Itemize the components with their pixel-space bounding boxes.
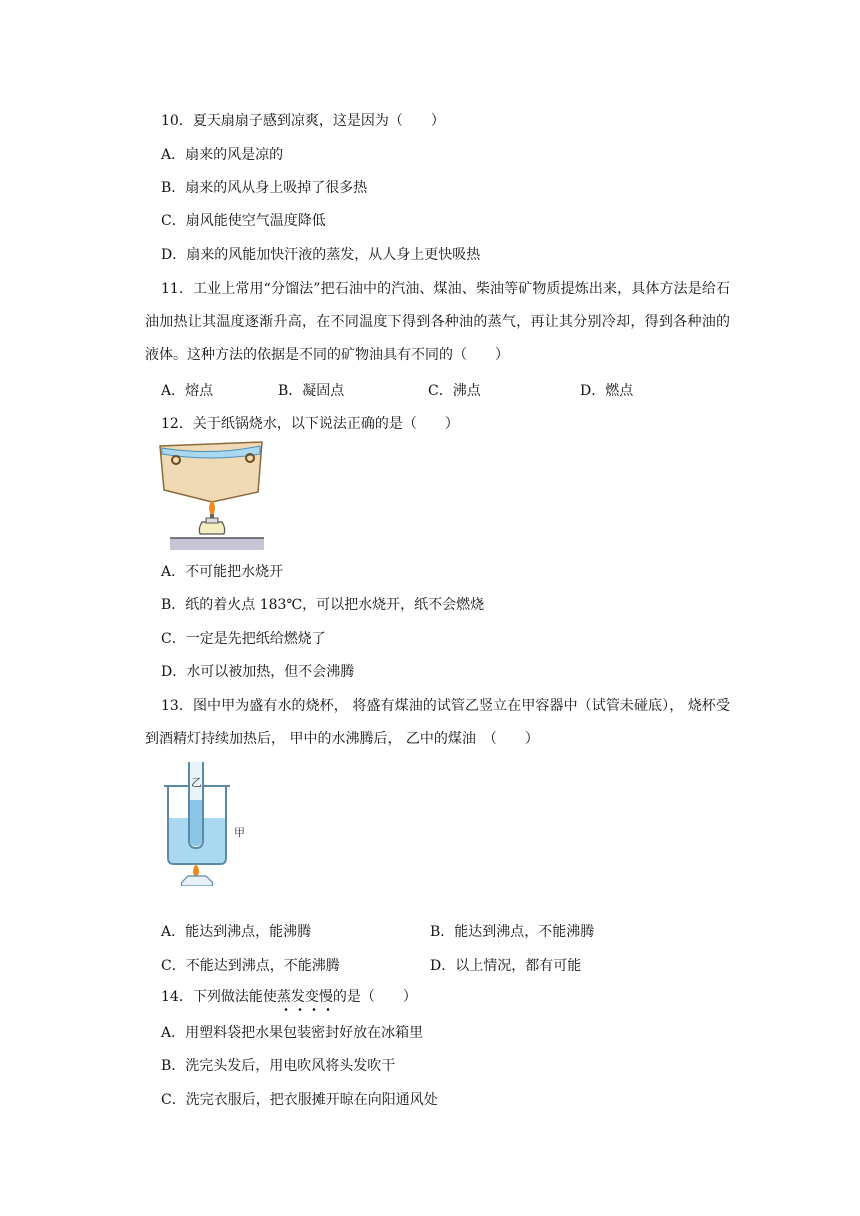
paper-pot-figure — [158, 440, 266, 552]
q10-option-c: C．扇风能使空气温度降低 — [161, 213, 326, 229]
q10-option-b: B．扇来的风从身上吸掉了很多热 — [161, 180, 368, 196]
q12-option-c: C．一定是先把纸给燃烧了 — [161, 631, 326, 647]
q13-option-b: B．能达到沸点，不能沸腾 — [430, 924, 595, 940]
q14-option-c: C．洗完衣服后，把衣服摊开晾在向阳通风处 — [161, 1092, 438, 1108]
q13-option-a: A．能达到沸点，能沸腾 — [161, 924, 312, 940]
q10-option-d: D．扇来的风能加快汗液的蒸发，从人身上更快吸热 — [161, 247, 481, 263]
q14-stem-post: 的是（ ） — [332, 989, 417, 1005]
q12-option-a: A．不可能把水烧开 — [161, 564, 284, 580]
question-14-stem — [161, 987, 417, 1007]
q12-option-b: B．纸的着火点 183℃，可以把水烧开，纸不会燃烧 — [161, 597, 485, 613]
alcohol-lamp — [199, 522, 224, 534]
question-10-stem: 10．夏天扇扇子感到凉爽，这是因为（ ） — [161, 113, 445, 129]
alcohol-lamp — [181, 876, 212, 886]
q11-option-b: B．凝固点 — [278, 383, 345, 399]
question-13-stem: 13．图中甲为盛有水的烧杯， 将盛有煤油的试管乙竖立在甲容器中（试管未碰底）， 烧杯受到酒精灯持续加热后， 甲中的水沸腾后， 乙中的煤油 （ ） — [145, 698, 730, 747]
q10-option-a: A．扇来的风是凉的 — [161, 147, 284, 163]
question-12-stem: 12．关于纸锅烧水，以下说法正确的是（ ） — [161, 416, 459, 432]
question-11-stem: 11．工业上常用“分馏法”把石油中的汽油、煤油、柴油等矿物质提炼出来，具体方法是给石油加热让其温度逐渐升高，在不同温度下得到各种油的蒸气，再让其分别冷却，得到各种油的液体。这种方法的依据是不同的矿物油具有不同的（ ） — [145, 281, 730, 363]
q11-option-a: A．熔点 — [161, 383, 214, 399]
q13-option-d: D．以上情况，都有可能 — [430, 958, 582, 974]
table-surface — [170, 538, 264, 550]
flame-icon — [209, 500, 215, 516]
label-jia: 甲 — [234, 826, 245, 839]
beaker-test-tube-figure — [158, 760, 258, 886]
q12-option-d: D．水可以被加热，但不会沸腾 — [161, 664, 355, 680]
q11-option-c: C．沸点 — [428, 383, 481, 399]
q11-option-d: D．燃点 — [580, 383, 634, 399]
q14-stem-emphasis: 蒸发变慢 — [276, 989, 333, 1005]
q14-option-b: B．洗完头发后，用电吹风将头发吹干 — [161, 1058, 396, 1074]
q13-option-c: C．不能达到沸点，不能沸腾 — [161, 958, 340, 974]
q14-option-a: A．用塑料袋把水果包装密封好放在冰箱里 — [161, 1025, 424, 1041]
label-yi: 乙 — [191, 776, 202, 789]
q14-stem-pre: 14．下列做法能使 — [161, 989, 277, 1005]
